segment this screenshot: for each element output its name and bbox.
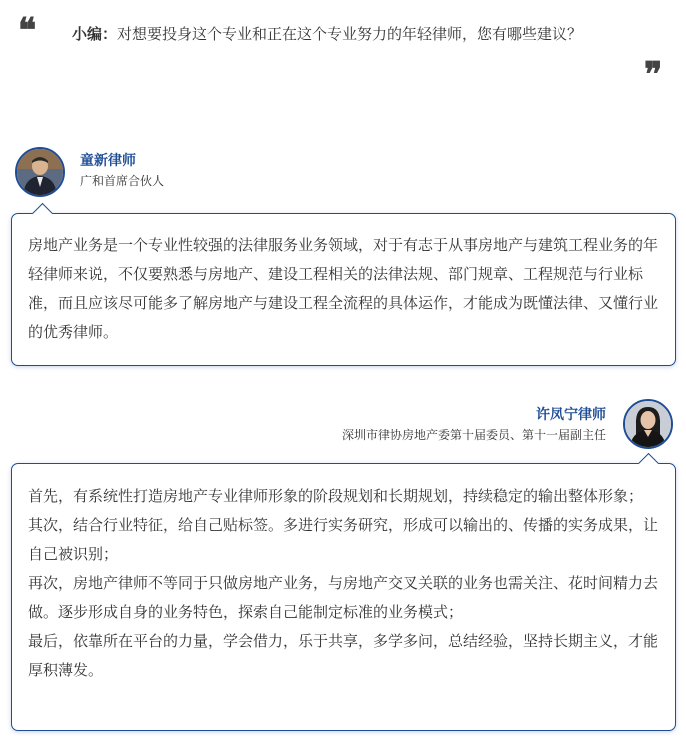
lawyer2-answer	[28, 482, 660, 685]
answer-paragraph: 首先，有系统性打造房地产专业律师形象的阶段规划和长期规划，持续稳定的输出整体形象；	[28, 487, 644, 505]
lawyer1-answer-box	[11, 213, 676, 366]
lawyer1-name: 童新律师	[80, 153, 136, 169]
avatar-xu-fengning	[623, 399, 673, 449]
speech-notch	[638, 453, 659, 474]
editor-question-text: 对想要投身这个专业和正在这个专业努力的年轻律师，您有哪些建议？	[117, 25, 583, 43]
editor-label: 小编：	[72, 25, 118, 43]
quote-close-icon: ❞	[644, 55, 663, 95]
quote-open-icon: ❝	[18, 11, 37, 51]
lawyer2-name: 许凤宁律师	[536, 407, 606, 423]
speech-notch	[32, 203, 53, 224]
avatar-tong-xin	[15, 147, 65, 197]
editor-question	[72, 20, 632, 49]
lawyer1-title: 广和首席合伙人	[80, 174, 165, 188]
answer-paragraph: 其次，结合行业特征，给自己贴标签。多进行实务研究，形成可以输出的、传播的实务成果，让自己被识别；	[28, 516, 659, 563]
answer-paragraph: 最后，依靠所在平台的力量，学会借力，乐于共享，多学多问，总结经验，坚持长期主义，才能厚积薄发。	[28, 632, 659, 679]
lawyer2-answer-box	[11, 463, 676, 731]
lawyer1-answer: 房地产业务是一个专业性较强的法律服务业务领域，对于有志于从事房地产与建筑工程业务的年轻律师来说，不仅要熟悉与房地产、建设工程相关的法律法规、部门规章、工程规范与行业标准，而且应该尽可能多了解房地产与建设工程全流程的具体运作，才能成为既懂法律、又懂行业的优秀律师。	[28, 236, 659, 341]
answer-paragraph: 再次，房地产律师不等同于只做房地产业务，与房地产交叉关联的业务也需关注、花时间精力去做。逐步形成自身的业务特色，探索自己能制定标准的业务模式；	[28, 574, 659, 621]
lawyer2-title: 深圳市律协房地产委第十届委员、第十一届副主任	[341, 428, 606, 442]
